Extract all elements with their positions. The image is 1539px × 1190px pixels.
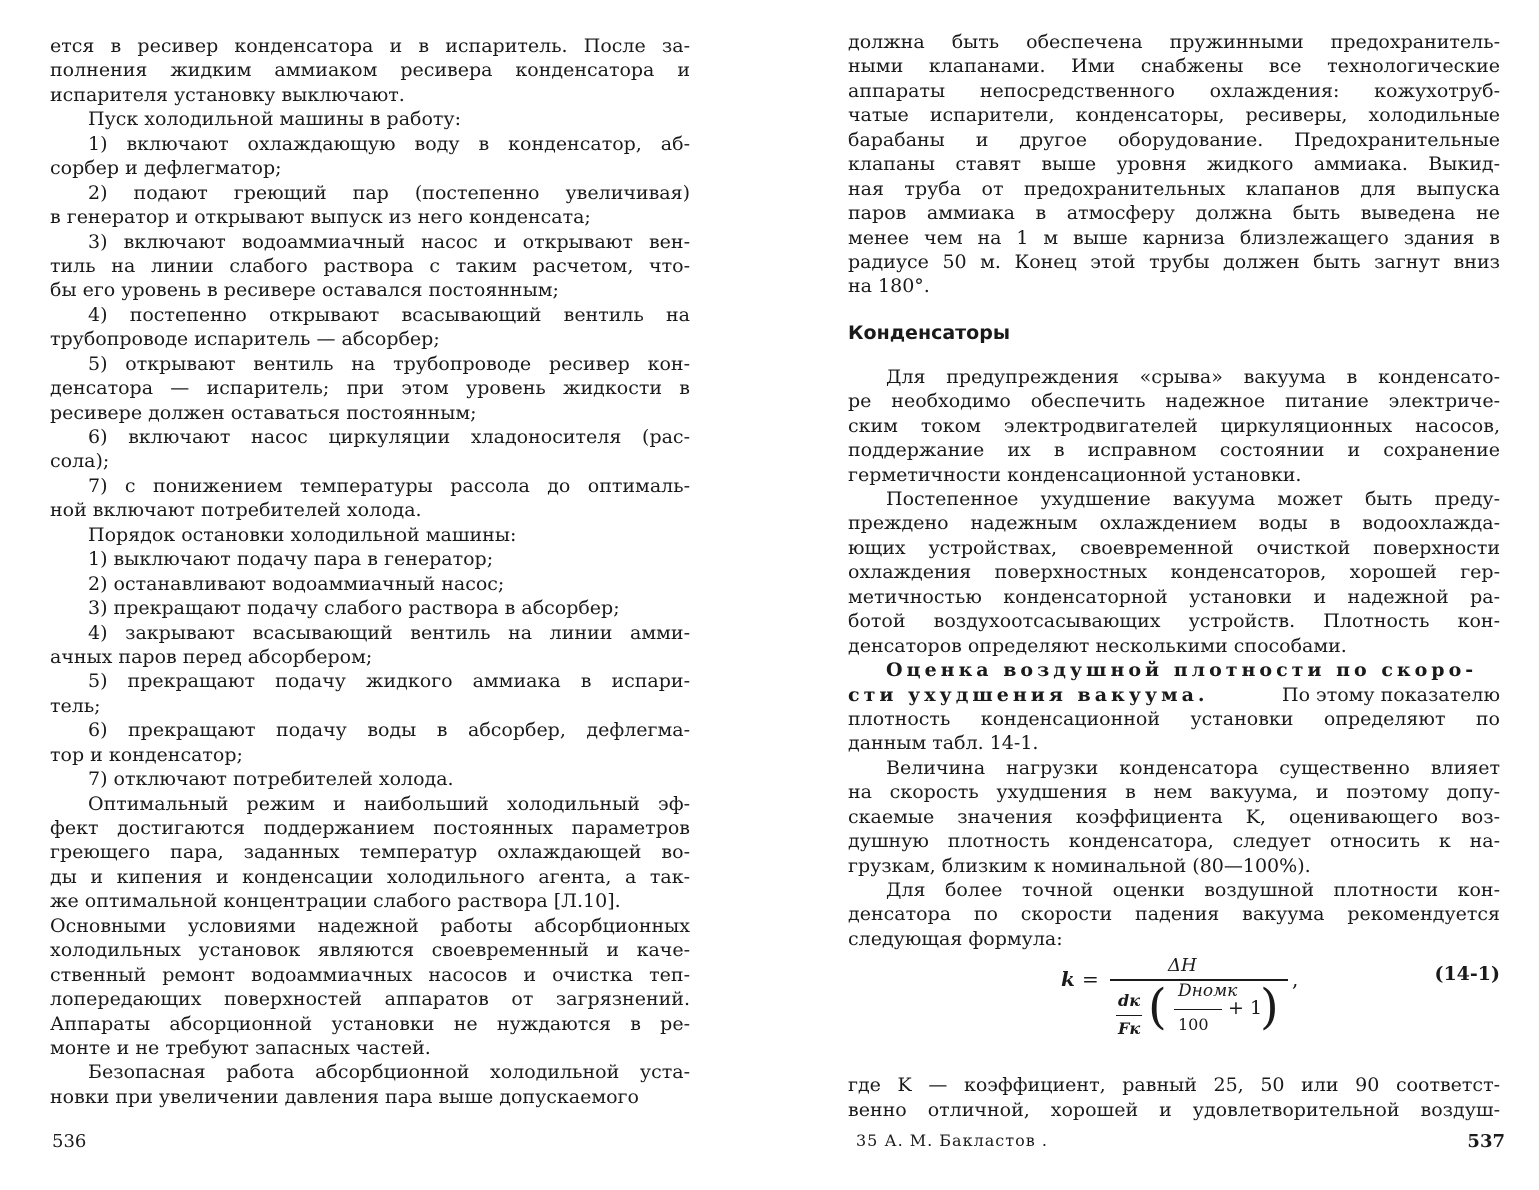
text-line [50,303,690,327]
line-text: трубопроводе испаритель — абсорбер; [50,328,440,351]
page-number-right: 537 [1467,1131,1505,1152]
paragraph-coefficient [848,1073,1500,1122]
line-text: охлаждения поверхностных конденсаторов, хорошей гер- [848,561,1500,584]
text-line [50,401,690,425]
line-text: в генератор и открывают выпуск из него конденсата; [50,206,591,229]
paragraph-vacuum [848,365,1500,658]
line-text: Безопасная работа абсорбционной холодильной уста- [88,1061,690,1084]
line-text: ским током электродвигателей циркуляционных насосов, [848,414,1500,437]
text-line [50,523,690,547]
text-line [50,792,690,816]
line-text: ной включают потребителей холода. [50,499,422,522]
left-text-column [50,34,690,1109]
text-line [848,805,1500,829]
formula-paren-close: ) [1260,979,1279,1036]
text-line [50,181,690,205]
text-line [848,274,1500,298]
line-text: ачных паров перед абсорбером; [50,645,373,668]
spaced-emphasis-2: сти ухудшения вакуума. [848,683,1209,706]
text-line [50,34,690,58]
text-line [848,780,1500,804]
text-line [848,1073,1500,1097]
text-line [848,731,1500,755]
text-line [50,547,690,571]
formula-lhs: k [1061,967,1075,992]
formula-inner-bar [1174,1009,1222,1010]
text-line [50,596,690,620]
text-line [50,718,690,742]
text-line [848,79,1500,103]
line-text: новки при увеличении давления пара выше допускаемого [50,1085,639,1108]
text-line [50,645,690,669]
text-line [848,854,1500,878]
text-line [50,1012,690,1036]
text-line [848,707,1500,731]
text-line [848,902,1500,926]
text-line [50,889,690,913]
text-line [50,156,690,180]
line-text: денсаторов определяют несколькими способами. [848,634,1347,657]
text-line [50,572,690,596]
line-text: Пуск холодильной машины в работу: [88,108,462,131]
text-line [848,226,1500,250]
line-text: холодильных установок являются своевременный и каче- [50,939,690,962]
line-text: Величина нагрузки конденсатора существенно влияет [886,756,1500,779]
line-text: греющего пара, заданных температур охлаждающей во- [50,841,690,864]
line-text: ными клапанами. Ими снабжены все технологические [848,55,1500,78]
text-line [848,250,1500,274]
text-line [50,132,690,156]
line-text: тор и конденсатор; [50,743,243,766]
paragraph-safety-valves [848,30,1500,299]
line-text: ющих устройствах, своевременной очисткой поверхности [848,536,1500,559]
line-text: 1) включают охлаждающую воду в конденсатор, аб- [88,132,690,155]
formula-comma: , [1292,967,1299,992]
text-line [50,694,690,718]
text-line [848,609,1500,633]
line-text: Основными условиями надежной работы абсорбционных [50,914,690,937]
line-text: аппараты непосредственного охлаждения: кожухотруб- [848,79,1500,102]
text-line [848,54,1500,78]
formula-label: (14-1) [1434,963,1500,986]
spaced-emphasis-1: Оценка воздушной плотности по скоро- [886,659,1478,682]
line-text: на скорость ухудшения в нем вакуума, и поэтому допу- [848,781,1500,804]
line-text: 6) прекращают подачу воды в абсорбер, дефлегма- [88,719,690,742]
line-text: преждено надежным охлаждением воды в водоохлажда- [848,512,1500,535]
line-text: следующая формула: [848,927,1063,950]
text-line [848,829,1500,853]
line-text: радиусе 50 м. Конец этой трубы должен быть загнут вниз [848,250,1500,273]
line-text: где K — коэффициент, равный 25, 50 или 90 соответст- [848,1074,1500,1097]
text-line [848,927,1500,951]
line-text: Для более точной оценки воздушной плотности кон- [886,879,1500,901]
line-text: ресивере должен оставаться постоянным; [50,401,477,424]
text-line [50,865,690,889]
text-line [50,840,690,864]
text-line [50,107,690,131]
text-line [50,1060,690,1084]
line-text: денсатора — испаритель; при этом уровень жидкости в [50,377,690,400]
formula-d-nom: Dномк [1178,981,1238,1002]
line-text: 5) открывают вентиль на трубопроводе ресивер кон- [88,352,690,375]
line-text: 2) останавливают водоаммиачный насос; [88,572,505,595]
line-text: на 180°. [848,275,930,298]
text-line [848,1098,1500,1122]
text-line [50,767,690,791]
text-line [50,83,690,107]
line-text: 5) прекращают подачу жидкого аммиака в испари- [88,670,690,693]
text-line [848,365,1500,389]
text-line [848,414,1500,438]
line-text: испарителя установку выключают. [50,83,405,106]
line-text: тиль на линии слабого раствора с таким расчетом, что- [50,254,690,277]
text-line [848,389,1500,413]
line-text: сола); [50,450,110,473]
line-text: менее чем на 1 м выше карниза близлежащего здания в [848,226,1500,249]
text-line [848,536,1500,560]
page-number-left: 536 [52,1131,87,1152]
line-text: денсатора по скорости падения вакуума рекомендуется [848,903,1500,926]
text-line [50,938,690,962]
text-line [50,376,690,400]
text-line [50,278,690,302]
line-text: 1) выключают подачу пара в генератор; [88,548,494,571]
text-line [50,743,690,767]
text-line [50,230,690,254]
text-line [50,816,690,840]
line-text: Порядок остановки холодильной машины: [88,523,517,546]
line-text: плотность конденсационной установки определяют по [848,707,1500,730]
line-text: 3) прекращают подачу слабого раствора в абсорбер; [88,597,620,620]
text-line [50,205,690,229]
text-line [50,327,690,351]
text-line [50,914,690,938]
text-line [50,449,690,473]
formula-equals: = [1082,967,1099,992]
line-text: данным табл. 14-1. [848,732,1039,755]
line-text: клапаны ставят выше уровня жидкого аммиака. Выкид- [848,153,1500,176]
text-line [50,1036,690,1060]
line-text: Оптимальный режим и наибольший холодильный эф- [88,792,690,815]
text-line [50,254,690,278]
formula-paren-open: ( [1148,979,1167,1036]
line-text: душную плотность конденсатора, следует относить к на- [848,830,1500,853]
line-text: же оптимальной концентрации слабого раствора [Л.10]. [50,890,621,913]
formula-14-1 [848,957,1500,1061]
paragraph-load [848,707,1500,951]
line-text: 6) включают насос циркуляции хладоносителя (рас- [88,426,690,448]
text-line [50,987,690,1011]
line-text: тель; [50,694,101,717]
line-text: 4) постепенно открывают всасывающий вентиль на [88,303,690,326]
text-line [50,963,690,987]
line-text: барабаны и другое оборудование. Предохранительные [848,128,1500,151]
line-text: 7) с понижением температуры рассола до оптималь- [88,474,690,497]
line-text: герметичности конденсационной установки. [848,463,1302,486]
line-text: Для предупреждения «срыва» вакуума в конденсато- [886,365,1500,388]
line-text: ботой воздухоотсасывающих устройств. Плотность кон- [848,610,1500,633]
signature-line: 35 А. М. Бакластов . [856,1131,1048,1150]
formula-f-k: Fк [1118,1019,1141,1039]
text-line [848,103,1500,127]
line-text: Постепенное ухудшение вакуума может быть преду- [886,488,1500,510]
text-line [848,30,1500,54]
text-line [848,756,1500,780]
text-line [848,511,1500,535]
text-line [848,463,1500,487]
formula-plus-one: + 1 [1228,997,1263,1020]
line-text: грузкам, близким к номинальной (80—100%). [848,854,1311,877]
line-text: скаемые значения коэффициента K, оценивающего воз- [848,805,1500,828]
text-line [848,878,1500,902]
line-text: чатые испарители, конденсаторы, ресиверы, холодильные [848,104,1500,127]
text-line [848,152,1500,176]
text-line [848,177,1500,201]
text-line [50,474,690,498]
right-text-column [848,30,1500,1122]
formula-small-bar [1116,1015,1142,1016]
line-text: сорбер и дефлегматор; [50,157,282,180]
line-text: полнения жидким аммиаком ресивера конденсатора и [50,59,690,82]
line-text: должна быть обеспечена пружинными предохранитель- [848,31,1500,53]
text-line [848,634,1500,658]
text-line [50,1085,690,1109]
text-line [50,621,690,645]
line-text: лопередающих поверхностей аппаратов от загрязнений. [50,988,690,1011]
line-text: ная труба от предохранительных клапанов для выпуска [848,177,1500,200]
text-line [848,128,1500,152]
line-text: ды и кипения и конденсации холодильного агента, а так- [50,865,690,888]
text-line [50,58,690,82]
formula-numerator: ΔH [1168,955,1197,977]
line-text: 7) отключают потребителей холода. [88,768,454,791]
text-line [848,585,1500,609]
text-line [50,352,690,376]
line-text: 4) закрывают всасывающий вентиль на линии амми- [88,621,690,644]
right-page [770,0,1539,1190]
line-text: монте и не требуют запасных частей. [50,1036,431,1059]
formula-d-k: dк [1118,991,1141,1011]
line-text: ственный ремонт водоаммиачных насосов и очистка теп- [50,963,690,986]
line-text: 3) включают водоаммиачный насос и открывают вен- [88,230,690,253]
line-text: ется в ресивер конденсатора и в испаритель. После за- [50,35,690,57]
line-text: ре необходимо обеспечить надежное питание электриче- [848,390,1500,413]
line-text: метичностью конденсаторной установки и надежной ра- [848,585,1500,608]
text-line [848,487,1500,511]
formula-hundred: 100 [1178,1015,1209,1035]
line-text: венно отличной, хорошей и удовлетворительной воздуш- [848,1098,1500,1121]
text-line [848,683,1500,707]
text-line [848,201,1500,225]
line-text: паров аммиака в атмосферу должна быть выведена не [848,202,1500,225]
text-line [848,658,1500,682]
text-line [848,560,1500,584]
text-line [50,669,690,693]
line-text: 2) подают греющий пар (постепенно увеличивая) [88,181,690,204]
text-line [50,425,690,449]
line-text: бы его уровень в ресивере оставался постоянным; [50,279,559,302]
text-after-emphasis: По этому показателю [1282,683,1500,706]
line-text: Аппараты абсорционной установки не нуждаются в ре- [50,1012,690,1035]
text-line [848,438,1500,462]
line-text: поддержание их в исправном состоянии и сохранение [848,439,1500,462]
section-heading: Конденсаторы [848,321,1011,344]
line-text: фект достигаются поддержанием постоянных параметров [50,817,690,839]
text-line [50,498,690,522]
